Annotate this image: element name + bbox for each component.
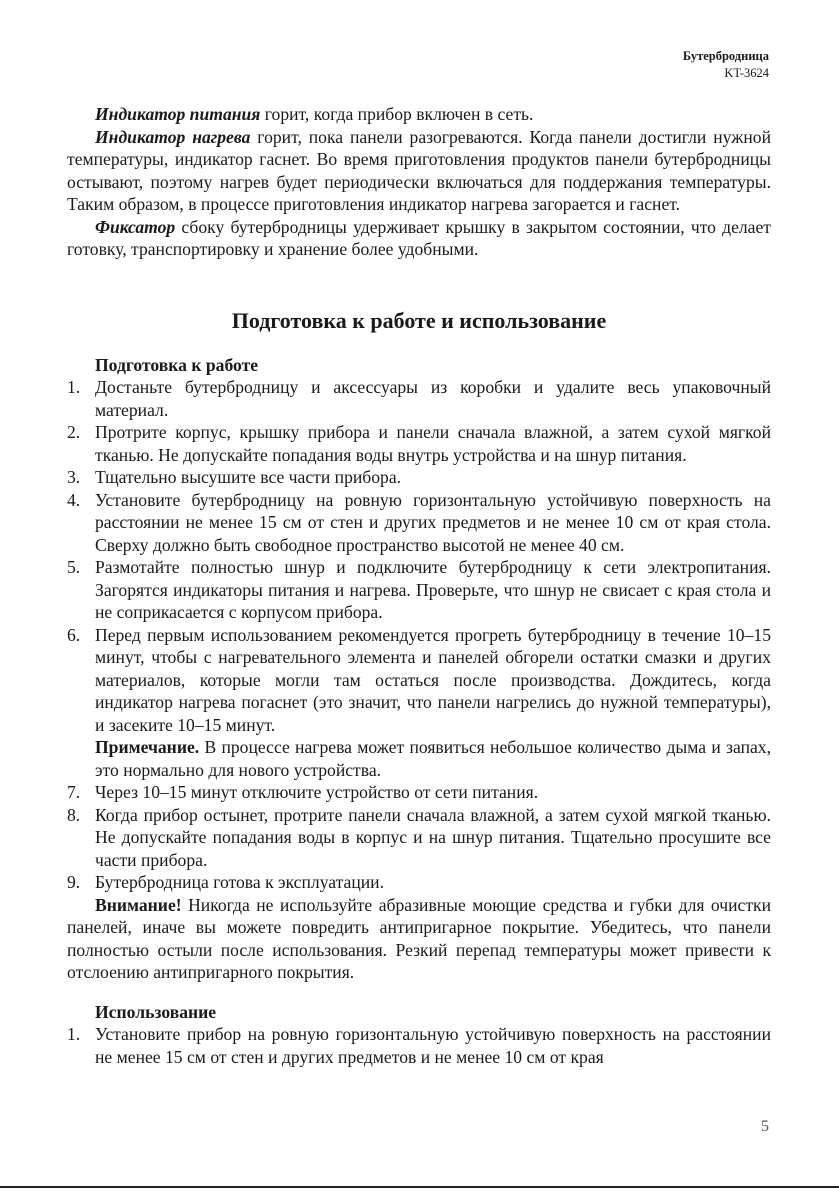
step-text: Перед первым использованием рекомендуется прогреть бутербродницу в течение 10–15 минут, чтобы с нагревательного элемента и панелей обгорели остатки смазки и других материалов, которые могли там остаться после производства. Дождитесь, когда индикатор нагрева погаснет (это значит, что панели нагрелись до нужной температуры), и засеките 10–15 минут. <box>95 624 771 735</box>
section-title: Подготовка к работе и использование <box>231 307 607 333</box>
step-number: 5. <box>67 557 81 577</box>
step-number: 6. <box>67 624 81 645</box>
step-text: Установите бутербродницу на ровную горизонтальную устойчивую поверхность на расстоянии не менее 15 см от стен и других предметов и не менее 10 см от края стола. Сверху должно быть свободное пространство высотой не менее 40 см. <box>95 489 771 555</box>
step-text: Когда прибор остынет, протрите панели сначала влажной, а затем сухой мягкой тканью. Не допускайте попадания воды в корпус и на шнур питания. Тщательно просушите все части прибора. <box>95 804 771 870</box>
intro-text-power-indicator: горит, когда прибор включен в сеть. <box>260 104 534 124</box>
intro-paragraph-power-indicator <box>67 103 771 126</box>
step-number: 9. <box>67 872 81 892</box>
list-item <box>67 804 771 872</box>
intro-paragraph-heat-indicator <box>67 126 771 216</box>
list-item <box>67 556 771 624</box>
step-number: 1. <box>67 377 81 397</box>
list-item <box>67 421 771 466</box>
subheading-preparation: Подготовка к работе <box>95 354 259 375</box>
step-text: Через 10–15 минут отключите устройство от сети питания. <box>95 782 539 802</box>
note-paragraph <box>67 736 771 781</box>
running-header <box>683 48 769 82</box>
step-text: Бутербродница готова к эксплуатации. <box>95 872 384 892</box>
bottom-rule-divider <box>0 1186 839 1188</box>
intro-text-heat-indicator: горит, пока панели разогреваются. Когда панели достигли нужной температуры, индикатор гаснет. Во время приготовления продуктов панели бутербродницы остывают, поэтому нагрев будет периодически включаться для поддержания температуры. Таким образом, в процессе приготовления индикатор нагрева загорается и гаснет. <box>67 126 771 214</box>
subheading-usage: Использование <box>95 1001 217 1022</box>
intro-text-latch: сбоку бутербродницы удерживает крышку в закрытом состоянии, что делает готовку, транспортировку и хранение более удобными. <box>67 216 771 259</box>
list-item <box>67 376 771 421</box>
list-item <box>67 466 771 489</box>
list-item <box>67 781 771 804</box>
intro-paragraph-latch <box>67 216 771 261</box>
preparation-steps-list <box>67 376 771 736</box>
step-text: Тщательно высушите все части прибора. <box>95 467 402 487</box>
step-number: 4. <box>67 489 81 510</box>
header-model-number: KT-3624 <box>724 66 769 80</box>
list-item <box>67 871 771 894</box>
warning-label: Внимание! <box>95 894 182 915</box>
step-number: 3. <box>67 467 81 487</box>
usage-steps-list <box>67 1023 771 1068</box>
step-text: Установите прибор на ровную горизонтальную устойчивую поверхность на расстоянии не менее 15 см от стен и других предметов и не менее 10 см от края <box>95 1024 771 1067</box>
note-text: В процессе нагрева может появиться небольшое количество дыма и запах, это нормально для нового устройства. <box>95 737 771 780</box>
header-product-name: Бутербродница <box>682 49 769 63</box>
list-item <box>67 624 771 737</box>
step-number: 1. <box>67 1024 81 1044</box>
step-number: 2. <box>67 422 81 442</box>
preparation-steps-list-continued <box>67 781 771 894</box>
list-item <box>67 489 771 557</box>
page-number: 5 <box>761 1118 769 1135</box>
term-heat-indicator: Индикатор нагрева <box>95 126 251 147</box>
note-label: Примечание. <box>95 737 200 757</box>
list-item <box>67 1023 771 1068</box>
step-number: 7. <box>67 782 81 802</box>
step-text: Протрите корпус, крышку прибора и панели сначала влажной, а затем сухой мягкой тканью. Не допускайте попадания воды внутрь устройства и на шнур питания. <box>95 422 771 465</box>
term-power-indicator: Индикатор питания <box>95 104 261 124</box>
page-content <box>67 103 771 1068</box>
step-text: Размотайте полностью шнур и подключите бутербродницу к сети электропитания. Загорятся индикаторы питания и нагрева. Проверьте, что шнур не свисает с края стола и не соприкасается с корпусом прибора. <box>95 557 771 622</box>
warning-text: Никогда не используйте абразивные моющие средства и губки для очистки панелей, иначе вы можете повредить антипригарное покрытие. Убедитесь, что панели полностью остыли после использования. Резкий перепад температуры может привести к отслоению антипригарного покрытия. <box>67 894 771 982</box>
term-latch: Фиксатор <box>95 216 176 237</box>
warning-paragraph <box>67 894 771 984</box>
step-text: Достаньте бутербродницу и аксессуары из коробки и удалите весь упаковочный материал. <box>95 377 771 420</box>
step-number: 8. <box>67 804 81 825</box>
